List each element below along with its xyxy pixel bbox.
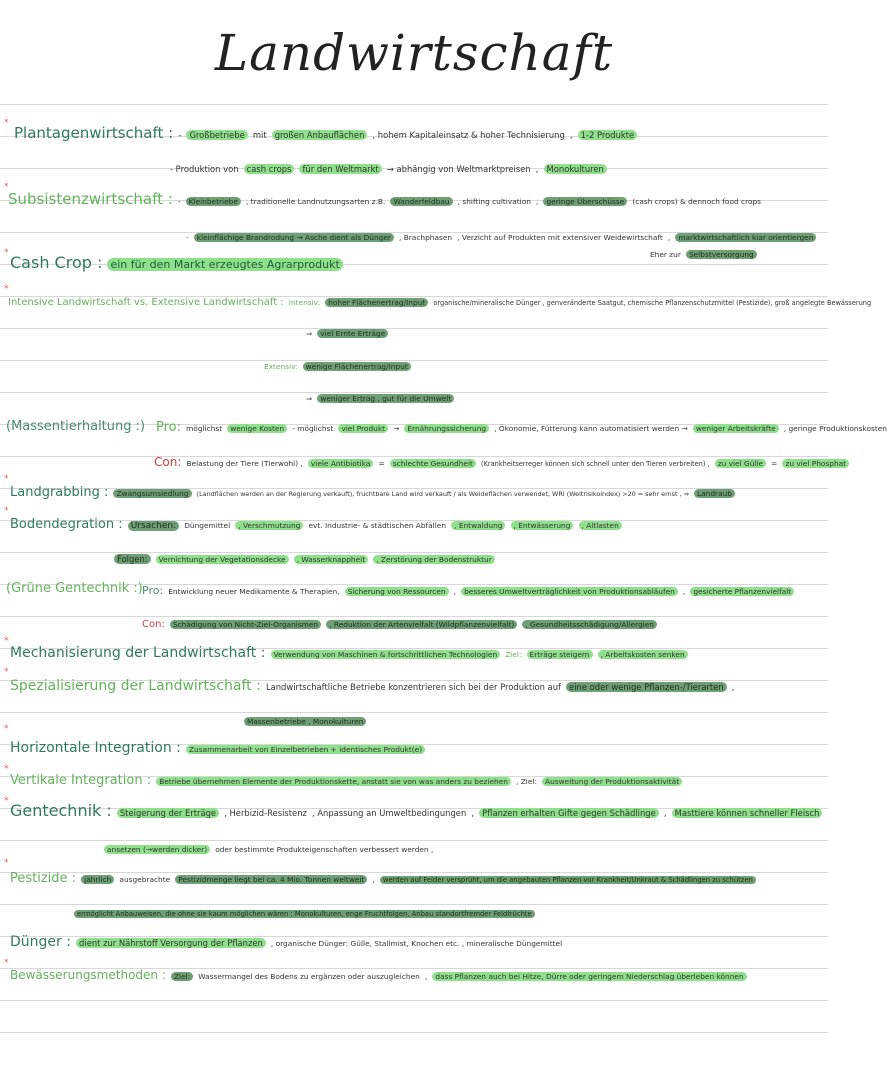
term-landgrabbing: Landgrabbing : xyxy=(10,485,109,500)
entry-bewaesserung: Bewässerungsmethoden : Ziel: Wassermangel des Bodens zu ergänzen oder auszugleichen , dass Pflanzen auch bei Hitze, Dürre oder geringem Niederschlag überleben können xyxy=(10,965,747,983)
term-massen: (Massentierhaltung :) xyxy=(6,419,146,434)
page-title: Landwirtschaft xyxy=(214,24,614,82)
entry-gentechnik: Gentechnik : Steigerung der Erträge , Herbizid-Resistenz , Anpassung an Umweltbedingungen , Pflanzen erhalten Gifte gegen Schädlinge , Masttiere können schneller Fleisch xyxy=(10,802,822,820)
star-mark: * xyxy=(4,858,9,868)
star-mark: * xyxy=(4,764,9,774)
entry-massen-con: Con: Belastung der Tiere (Tierwohl) , viele Antibiotika = schlechte Gesundheit (Krankheitserreger können sich schnell unter den Tieren verbreiten) , zu viel Gülle = zu viel Phosphat xyxy=(154,452,849,470)
star-mark: * xyxy=(4,284,9,294)
entry-spez-line2: Massenbetriebe , Monokulturen xyxy=(244,710,366,728)
entry-vert: Vertikale Integration : Betriebe übernehmen Elemente der Produktionskette, anstatt sie von was anders zu beziehen , Ziel: Ausweitung der Produktionsaktivität xyxy=(10,770,682,788)
term-plantagen: Plantagenwirtschaft : xyxy=(14,124,174,142)
term-horiz: Horizontale Integration : xyxy=(10,740,181,756)
star-mark: * xyxy=(4,182,9,192)
entry-gentech-con: Con: Schädigung von Nicht-Ziel-Organismen , Reduktion der Artenvielfalt (Wildpflanzenvielfalt) , Gesundheitsschädigung/Allergien xyxy=(142,613,657,631)
entry-gentechnik-line2: ansetzen (→werden dicker) oder bestimmte Produkteigenschaften verbessert werden , xyxy=(104,838,433,856)
entry-boden-folgen: Folgen: Vernichtung der Vegetationsdecke , Wasserknappheit , Zerstörung der Bodenstruktur xyxy=(114,548,495,566)
entry-spez: Spezialisierung der Landwirtschaft : Landwirtschaftliche Betriebe konzentrieren sich bei der Produktion auf eine oder wenige Pflanzen-/Tierarten , xyxy=(10,678,735,694)
term-intensiv: Intensive Landwirtschaft vs. Extensive Landwirtschaft : xyxy=(8,297,284,308)
term-spez: Spezialisierung der Landwirtschaft : xyxy=(10,678,261,694)
term-gruene-gentechnik: (Grüne Gentechnik :) xyxy=(6,581,143,596)
entry-extensiv: Extensiv: wenige Flächenertrag/Input xyxy=(264,355,411,373)
entry-intensiv: Intensive Landwirtschaft vs. Extensive Landwirtschaft : Intensiv: hoher Flächenertrag/Input organische/mineralische Dünger , genveränderte Saatgut, chemische Pflanzenschutzmittel (Pestizide), groß angelegte Bewässerung xyxy=(8,297,872,308)
entry-plantagen-line2: - Produktion von cash crops für den Weltmarkt → abhängig von Weltmarktpreisen , Monokulturen xyxy=(170,158,607,176)
star-mark: * xyxy=(4,667,9,677)
entry-extensiv-line2: ⇒ weniger Ertrag , gut für die Umwelt xyxy=(306,387,454,405)
star-mark: * xyxy=(4,724,9,734)
star-mark: * xyxy=(4,636,9,646)
term-cashcrop: Cash Crop : xyxy=(10,253,103,272)
star-mark: * xyxy=(4,248,9,258)
entry-massen xyxy=(6,416,145,434)
entry-subsistenz-line3: Eher zur Selbstversorgung xyxy=(650,243,757,261)
star-mark: * xyxy=(4,958,9,968)
entry-intensiv-line2: ⇒ viel Ernte Erträge xyxy=(306,322,388,340)
entry-plantagen: Plantagenwirtschaft : - Großbetriebe mit großen Anbauflächen , hohem Kapitaleinsatz & hoher Technisierung , 1-2 Produkte xyxy=(14,124,637,142)
term-vert: Vertikale Integration : xyxy=(10,773,152,788)
term-mech: Mechanisierung der Landwirtschaft : xyxy=(10,645,266,661)
entry-massen-pro: Pro: möglichst wenige Kosten - möglichst viel Produkt → Ernährungssicherung , Ökonomie, Fütterung kann automatisiert werden → weniger Arbeitskräfte , geringe Produktionskosten xyxy=(156,420,887,435)
entry-boden: Bodendegration : Ursachen: Düngemittel , Verschmutzung evt. Industrie- & städtischen Abfällen , Entwaldung , Entwässerung , Altlasten xyxy=(10,514,622,532)
entry-duenger: Dünger : dient zur Nährstoff Versorgung der Pflanzen , organische Dünger: Gülle, Stallmist, Knochen etc. , mineralische Düngemittel xyxy=(10,934,563,950)
star-mark: * xyxy=(4,474,9,484)
entry-pestizide-line2: ermöglicht Anbauweisen, die ohne sie kaum möglichen wären : Monokulturen, enge Fruchtfolgen, Anbau standortfremder Feldfrüchte xyxy=(74,902,535,920)
star-mark: * xyxy=(4,118,9,128)
term-gentechnik: Gentechnik : xyxy=(10,801,112,820)
entry-gentech-pro: Pro: Entwicklung neuer Medikamente & Therapien, Sicherung von Ressourcen , besseres Umweltverträglichkeit von Produktionsabläufen , gesicherte Pflanzenvielfalt xyxy=(142,580,794,598)
entry-pestizide: Pestizide : jährlich ausgebrachte Pestizidmenge liegt bei ca. 4 Mio. Tonnen weltweit , werden auf Felder versprüht, um die angebauten Pflanzen vor Krankheit/Unkraut & Schädlingen zu schützen xyxy=(10,868,756,886)
term-bewaesserung: Bewässerungsmethoden : xyxy=(10,968,166,982)
entry-mech: Mechanisierung der Landwirtschaft : Verwendung von Maschinen & fortschrittlichen Technologien Ziel: Erträge steigern , Arbeitskosten senken xyxy=(10,643,688,661)
term-subsistenz: Subsistenzwirtschaft : xyxy=(8,190,173,208)
star-mark: * xyxy=(4,506,9,516)
term-pestizide: Pestizide : xyxy=(10,871,77,886)
term-boden: Bodendegration : xyxy=(10,517,123,532)
entry-landgrabbing: Landgrabbing : Zwangsumsiedlung (Landflächen werden an der Regierung verkauft), fruchtbare Land wird verkauft / als Weideflächen verwendet, WRI (Weltrisikoindex) >20 = sehr ernst , ⇒ Landraub xyxy=(10,482,735,500)
star-mark: * xyxy=(4,796,9,806)
entry-horiz: Horizontale Integration : Zusammenarbeit von Einzelbetrieben + identisches Produkt(e) xyxy=(10,738,425,756)
entry-subsistenz: Subsistenzwirtschaft : - Kleinbetriebe , traditionelle Landnutzungsarten z.B. Wanderfeldbau , shifting cultivation , geringe Überschüsse (cash crops) & dennoch food crops xyxy=(8,190,762,208)
entry-cashcrop: Cash Crop : ein für den Markt erzeugtes Agrarprodukt xyxy=(10,254,343,272)
term-duenger: Dünger : xyxy=(10,934,71,950)
entry-subsistenz-line2: - kleinflächige Brandrodung → Asche dient als Dünger , Brachphasen , Verzicht auf Produkten mit extensiver Weidewirtschaft , marktwirtschaftlich kiar orientiergen xyxy=(186,226,816,244)
entry-gruene-gentechnik xyxy=(6,578,143,596)
